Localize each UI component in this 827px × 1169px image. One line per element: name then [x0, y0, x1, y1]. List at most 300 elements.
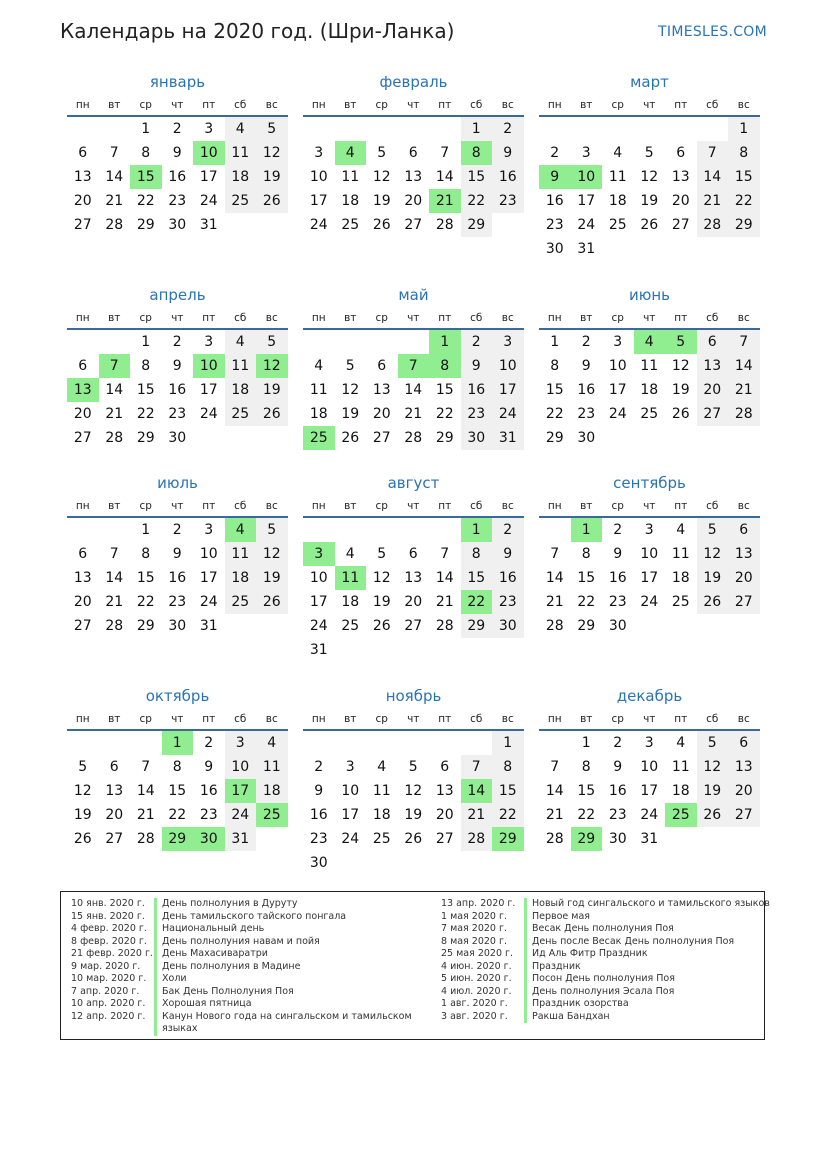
day-cell[interactable]: 21: [435, 594, 454, 610]
day-cell[interactable]: 5: [697, 518, 729, 542]
day-cell[interactable]: 25: [372, 831, 391, 847]
day-cell[interactable]: 13: [435, 783, 454, 799]
day-cell[interactable]: 23: [492, 590, 524, 614]
day-cell[interactable]: 16: [492, 165, 524, 189]
day-cell[interactable]: 15: [577, 783, 596, 799]
day-cell[interactable]: 30: [309, 855, 328, 871]
day-cell[interactable]: 12: [671, 358, 690, 374]
day-cell[interactable]: 27: [73, 217, 92, 233]
day-cell[interactable]: 14: [545, 783, 564, 799]
day-cell[interactable]: 24: [640, 807, 659, 823]
day-cell[interactable]: 14: [435, 169, 454, 185]
day-cell[interactable]: 9: [581, 358, 591, 374]
day-cell[interactable]: 23: [461, 402, 493, 426]
holiday-day-cell[interactable]: 10: [571, 165, 603, 189]
day-cell[interactable]: 8: [461, 542, 493, 566]
day-cell[interactable]: 11: [256, 755, 288, 779]
day-cell[interactable]: 27: [404, 618, 423, 634]
day-cell[interactable]: 20: [105, 807, 124, 823]
holiday-day-cell[interactable]: 25: [303, 426, 335, 450]
holiday-day-cell[interactable]: 29: [492, 827, 524, 851]
day-cell[interactable]: 19: [671, 382, 690, 398]
day-cell[interactable]: 19: [372, 193, 391, 209]
day-cell[interactable]: 29: [461, 213, 493, 237]
day-cell[interactable]: 6: [408, 546, 418, 562]
day-cell[interactable]: 18: [671, 783, 690, 799]
day-cell[interactable]: 17: [492, 378, 524, 402]
day-cell[interactable]: 26: [73, 831, 92, 847]
holiday-day-cell[interactable]: 8: [429, 354, 461, 378]
day-cell[interactable]: 11: [309, 382, 328, 398]
day-cell[interactable]: 4: [613, 145, 623, 161]
day-cell[interactable]: 28: [105, 217, 124, 233]
holiday-day-cell[interactable]: 21: [429, 189, 461, 213]
day-cell[interactable]: 18: [608, 193, 627, 209]
day-cell[interactable]: 27: [372, 430, 391, 446]
day-cell[interactable]: 22: [435, 406, 454, 422]
day-cell[interactable]: 7: [109, 546, 119, 562]
day-cell[interactable]: 16: [168, 382, 187, 398]
day-cell[interactable]: 3: [204, 522, 214, 538]
day-cell[interactable]: 27: [435, 831, 454, 847]
holiday-day-cell[interactable]: 29: [162, 827, 194, 851]
holiday-day-cell[interactable]: 11: [335, 566, 367, 590]
day-cell[interactable]: 15: [461, 165, 493, 189]
day-cell[interactable]: 25: [671, 594, 690, 610]
day-cell[interactable]: 16: [168, 169, 187, 185]
day-cell[interactable]: 21: [697, 189, 729, 213]
day-cell[interactable]: 7: [461, 755, 493, 779]
day-cell[interactable]: 11: [225, 141, 257, 165]
day-cell[interactable]: 22: [492, 803, 524, 827]
day-cell[interactable]: 4: [225, 330, 257, 354]
day-cell[interactable]: 8: [492, 755, 524, 779]
day-cell[interactable]: 30: [608, 831, 627, 847]
day-cell[interactable]: 1: [728, 117, 760, 141]
day-cell[interactable]: 31: [640, 831, 659, 847]
day-cell[interactable]: 12: [697, 542, 729, 566]
day-cell[interactable]: 19: [697, 779, 729, 803]
day-cell[interactable]: 17: [640, 783, 659, 799]
day-cell[interactable]: 24: [199, 594, 218, 610]
day-cell[interactable]: 28: [545, 831, 564, 847]
day-cell[interactable]: 31: [225, 827, 257, 851]
day-cell[interactable]: 19: [256, 566, 288, 590]
day-cell[interactable]: 14: [105, 382, 124, 398]
holiday-day-cell[interactable]: 7: [99, 354, 131, 378]
day-cell[interactable]: 14: [105, 169, 124, 185]
day-cell[interactable]: 25: [225, 590, 257, 614]
day-cell[interactable]: 26: [256, 590, 288, 614]
day-cell[interactable]: 15: [435, 382, 454, 398]
day-cell[interactable]: 5: [377, 145, 387, 161]
day-cell[interactable]: 8: [728, 141, 760, 165]
day-cell[interactable]: 21: [105, 193, 124, 209]
day-cell[interactable]: 12: [372, 570, 391, 586]
day-cell[interactable]: 16: [608, 570, 627, 586]
day-cell[interactable]: 27: [73, 618, 92, 634]
day-cell[interactable]: 10: [341, 783, 360, 799]
day-cell[interactable]: 30: [168, 217, 187, 233]
day-cell[interactable]: 2: [581, 334, 591, 350]
day-cell[interactable]: 24: [225, 803, 257, 827]
day-cell[interactable]: 6: [440, 759, 450, 775]
day-cell[interactable]: 25: [341, 217, 360, 233]
day-cell[interactable]: 21: [105, 406, 124, 422]
day-cell[interactable]: 25: [225, 402, 257, 426]
day-cell[interactable]: 18: [225, 378, 257, 402]
day-cell[interactable]: 23: [168, 406, 187, 422]
day-cell[interactable]: 7: [440, 145, 450, 161]
day-cell[interactable]: 3: [204, 334, 214, 350]
day-cell[interactable]: 13: [404, 570, 423, 586]
day-cell[interactable]: 9: [172, 358, 182, 374]
day-cell[interactable]: 1: [461, 117, 493, 141]
day-cell[interactable]: 28: [435, 618, 454, 634]
day-cell[interactable]: 1: [141, 334, 151, 350]
day-cell[interactable]: 9: [204, 759, 214, 775]
day-cell[interactable]: 1: [581, 735, 591, 751]
day-cell[interactable]: 3: [204, 121, 214, 137]
day-cell[interactable]: 22: [136, 406, 155, 422]
day-cell[interactable]: 17: [309, 193, 328, 209]
day-cell[interactable]: 22: [461, 189, 493, 213]
day-cell[interactable]: 7: [697, 141, 729, 165]
day-cell[interactable]: 19: [404, 807, 423, 823]
day-cell[interactable]: 20: [73, 594, 92, 610]
day-cell[interactable]: 12: [73, 783, 92, 799]
day-cell[interactable]: 6: [78, 546, 88, 562]
day-cell[interactable]: 8: [581, 546, 591, 562]
holiday-day-cell[interactable]: 10: [193, 141, 225, 165]
day-cell[interactable]: 3: [492, 330, 524, 354]
day-cell[interactable]: 3: [581, 145, 591, 161]
day-cell[interactable]: 26: [697, 590, 729, 614]
day-cell[interactable]: 9: [492, 141, 524, 165]
day-cell[interactable]: 19: [372, 594, 391, 610]
day-cell[interactable]: 17: [199, 169, 218, 185]
day-cell[interactable]: 25: [608, 217, 627, 233]
day-cell[interactable]: 28: [461, 827, 493, 851]
day-cell[interactable]: 20: [435, 807, 454, 823]
day-cell[interactable]: 19: [73, 807, 92, 823]
day-cell[interactable]: 14: [545, 570, 564, 586]
day-cell[interactable]: 20: [404, 193, 423, 209]
day-cell[interactable]: 3: [225, 731, 257, 755]
day-cell[interactable]: 5: [697, 731, 729, 755]
day-cell[interactable]: 15: [492, 779, 524, 803]
day-cell[interactable]: 31: [577, 241, 596, 257]
day-cell[interactable]: 12: [404, 783, 423, 799]
day-cell[interactable]: 11: [671, 546, 690, 562]
day-cell[interactable]: 18: [341, 193, 360, 209]
day-cell[interactable]: 26: [697, 803, 729, 827]
holiday-day-cell[interactable]: 5: [665, 330, 697, 354]
day-cell[interactable]: 10: [225, 755, 257, 779]
day-cell[interactable]: 23: [199, 807, 218, 823]
day-cell[interactable]: 14: [697, 165, 729, 189]
day-cell[interactable]: 20: [372, 406, 391, 422]
day-cell[interactable]: 11: [671, 759, 690, 775]
day-cell[interactable]: 6: [728, 518, 760, 542]
holiday-day-cell[interactable]: 12: [256, 354, 288, 378]
holiday-day-cell[interactable]: 1: [429, 330, 461, 354]
day-cell[interactable]: 15: [136, 570, 155, 586]
day-cell[interactable]: 28: [105, 618, 124, 634]
day-cell[interactable]: 12: [697, 755, 729, 779]
day-cell[interactable]: 14: [728, 354, 760, 378]
day-cell[interactable]: 12: [372, 169, 391, 185]
day-cell[interactable]: 10: [640, 546, 659, 562]
day-cell[interactable]: 26: [256, 402, 288, 426]
day-cell[interactable]: 11: [608, 169, 627, 185]
day-cell[interactable]: 24: [309, 217, 328, 233]
day-cell[interactable]: 26: [404, 831, 423, 847]
day-cell[interactable]: 13: [73, 570, 92, 586]
day-cell[interactable]: 24: [492, 402, 524, 426]
day-cell[interactable]: 19: [640, 193, 659, 209]
day-cell[interactable]: 6: [377, 358, 387, 374]
day-cell[interactable]: 18: [256, 779, 288, 803]
day-cell[interactable]: 13: [728, 755, 760, 779]
day-cell[interactable]: 18: [341, 594, 360, 610]
day-cell[interactable]: 30: [545, 241, 564, 257]
holiday-day-cell[interactable]: 29: [571, 827, 603, 851]
day-cell[interactable]: 5: [78, 759, 88, 775]
day-cell[interactable]: 22: [136, 193, 155, 209]
holiday-day-cell[interactable]: 25: [665, 803, 697, 827]
day-cell[interactable]: 21: [728, 378, 760, 402]
day-cell[interactable]: 27: [697, 402, 729, 426]
day-cell[interactable]: 6: [676, 145, 686, 161]
day-cell[interactable]: 4: [676, 522, 686, 538]
day-cell[interactable]: 13: [697, 354, 729, 378]
day-cell[interactable]: 30: [492, 614, 524, 638]
holiday-day-cell[interactable]: 4: [634, 330, 666, 354]
day-cell[interactable]: 5: [377, 546, 387, 562]
day-cell[interactable]: 31: [199, 618, 218, 634]
day-cell[interactable]: 17: [309, 594, 328, 610]
day-cell[interactable]: 26: [372, 217, 391, 233]
day-cell[interactable]: 29: [545, 430, 564, 446]
day-cell[interactable]: 11: [372, 783, 391, 799]
day-cell[interactable]: 17: [640, 570, 659, 586]
holiday-day-cell[interactable]: 3: [303, 542, 335, 566]
day-cell[interactable]: 29: [136, 430, 155, 446]
day-cell[interactable]: 29: [136, 618, 155, 634]
day-cell[interactable]: 9: [613, 759, 623, 775]
day-cell[interactable]: 30: [608, 618, 627, 634]
day-cell[interactable]: 27: [404, 217, 423, 233]
day-cell[interactable]: 11: [225, 542, 257, 566]
day-cell[interactable]: 29: [461, 614, 493, 638]
day-cell[interactable]: 18: [225, 566, 257, 590]
day-cell[interactable]: 18: [225, 165, 257, 189]
day-cell[interactable]: 16: [309, 807, 328, 823]
day-cell[interactable]: 24: [577, 217, 596, 233]
day-cell[interactable]: 28: [697, 213, 729, 237]
day-cell[interactable]: 20: [728, 566, 760, 590]
day-cell[interactable]: 27: [671, 217, 690, 233]
day-cell[interactable]: 12: [256, 141, 288, 165]
day-cell[interactable]: 22: [577, 807, 596, 823]
day-cell[interactable]: 24: [199, 193, 218, 209]
day-cell[interactable]: 15: [461, 566, 493, 590]
holiday-day-cell[interactable]: 9: [539, 165, 571, 189]
day-cell[interactable]: 2: [613, 735, 623, 751]
day-cell[interactable]: 23: [577, 406, 596, 422]
day-cell[interactable]: 28: [136, 831, 155, 847]
day-cell[interactable]: 10: [640, 759, 659, 775]
day-cell[interactable]: 17: [608, 382, 627, 398]
day-cell[interactable]: 8: [141, 358, 151, 374]
day-cell[interactable]: 9: [613, 546, 623, 562]
day-cell[interactable]: 23: [608, 594, 627, 610]
day-cell[interactable]: 8: [141, 145, 151, 161]
day-cell[interactable]: 2: [172, 121, 182, 137]
day-cell[interactable]: 27: [728, 590, 760, 614]
site-link[interactable]: TIMESLES.COM: [658, 24, 767, 40]
day-cell[interactable]: 6: [78, 145, 88, 161]
day-cell[interactable]: 21: [545, 594, 564, 610]
day-cell[interactable]: 24: [199, 406, 218, 422]
day-cell[interactable]: 19: [256, 378, 288, 402]
day-cell[interactable]: 9: [314, 783, 324, 799]
day-cell[interactable]: 2: [314, 759, 324, 775]
day-cell[interactable]: 20: [697, 378, 729, 402]
day-cell[interactable]: 8: [141, 546, 151, 562]
day-cell[interactable]: 30: [461, 426, 493, 450]
day-cell[interactable]: 22: [545, 406, 564, 422]
day-cell[interactable]: 9: [172, 145, 182, 161]
day-cell[interactable]: 4: [225, 117, 257, 141]
day-cell[interactable]: 21: [136, 807, 155, 823]
day-cell[interactable]: 1: [141, 522, 151, 538]
day-cell[interactable]: 12: [341, 382, 360, 398]
day-cell[interactable]: 26: [640, 217, 659, 233]
day-cell[interactable]: 10: [492, 354, 524, 378]
day-cell[interactable]: 22: [168, 807, 187, 823]
day-cell[interactable]: 16: [608, 783, 627, 799]
day-cell[interactable]: 23: [545, 217, 564, 233]
day-cell[interactable]: 13: [671, 169, 690, 185]
day-cell[interactable]: 28: [435, 217, 454, 233]
day-cell[interactable]: 15: [168, 783, 187, 799]
day-cell[interactable]: 3: [644, 522, 654, 538]
day-cell[interactable]: 1: [141, 121, 151, 137]
day-cell[interactable]: 24: [608, 406, 627, 422]
day-cell[interactable]: 23: [309, 831, 328, 847]
day-cell[interactable]: 7: [109, 145, 119, 161]
day-cell[interactable]: 2: [492, 117, 524, 141]
day-cell[interactable]: 7: [550, 759, 560, 775]
holiday-day-cell[interactable]: 10: [193, 354, 225, 378]
day-cell[interactable]: 30: [577, 430, 596, 446]
day-cell[interactable]: 2: [492, 518, 524, 542]
day-cell[interactable]: 20: [404, 594, 423, 610]
day-cell[interactable]: 6: [408, 145, 418, 161]
day-cell[interactable]: 7: [550, 546, 560, 562]
day-cell[interactable]: 8: [172, 759, 182, 775]
day-cell[interactable]: 14: [435, 570, 454, 586]
day-cell[interactable]: 19: [697, 566, 729, 590]
day-cell[interactable]: 16: [461, 378, 493, 402]
day-cell[interactable]: 29: [728, 213, 760, 237]
day-cell[interactable]: 29: [435, 430, 454, 446]
day-cell[interactable]: 18: [640, 382, 659, 398]
day-cell[interactable]: 2: [461, 330, 493, 354]
day-cell[interactable]: 18: [671, 570, 690, 586]
holiday-day-cell[interactable]: 13: [67, 378, 99, 402]
holiday-day-cell[interactable]: 1: [571, 518, 603, 542]
day-cell[interactable]: 29: [577, 618, 596, 634]
day-cell[interactable]: 26: [372, 618, 391, 634]
day-cell[interactable]: 13: [404, 169, 423, 185]
day-cell[interactable]: 5: [256, 330, 288, 354]
holiday-day-cell[interactable]: 1: [461, 518, 493, 542]
day-cell[interactable]: 20: [73, 193, 92, 209]
day-cell[interactable]: 4: [377, 759, 387, 775]
day-cell[interactable]: 16: [199, 783, 218, 799]
day-cell[interactable]: 23: [608, 807, 627, 823]
day-cell[interactable]: 8: [550, 358, 560, 374]
day-cell[interactable]: 2: [550, 145, 560, 161]
day-cell[interactable]: 4: [676, 735, 686, 751]
day-cell[interactable]: 5: [256, 117, 288, 141]
day-cell[interactable]: 28: [105, 430, 124, 446]
day-cell[interactable]: 7: [728, 330, 760, 354]
holiday-day-cell[interactable]: 14: [461, 779, 493, 803]
day-cell[interactable]: 15: [545, 382, 564, 398]
day-cell[interactable]: 13: [73, 169, 92, 185]
day-cell[interactable]: 30: [168, 618, 187, 634]
day-cell[interactable]: 27: [105, 831, 124, 847]
day-cell[interactable]: 15: [577, 570, 596, 586]
day-cell[interactable]: 2: [172, 522, 182, 538]
holiday-day-cell[interactable]: 4: [335, 141, 367, 165]
day-cell[interactable]: 23: [492, 189, 524, 213]
day-cell[interactable]: 21: [105, 594, 124, 610]
day-cell[interactable]: 15: [136, 382, 155, 398]
day-cell[interactable]: 18: [309, 406, 328, 422]
day-cell[interactable]: 9: [461, 354, 493, 378]
day-cell[interactable]: 6: [109, 759, 119, 775]
day-cell[interactable]: 31: [199, 217, 218, 233]
day-cell[interactable]: 17: [199, 570, 218, 586]
day-cell[interactable]: 21: [545, 807, 564, 823]
day-cell[interactable]: 22: [577, 594, 596, 610]
day-cell[interactable]: 20: [671, 193, 690, 209]
day-cell[interactable]: 28: [404, 430, 423, 446]
holiday-day-cell[interactable]: 25: [256, 803, 288, 827]
day-cell[interactable]: 19: [341, 406, 360, 422]
day-cell[interactable]: 7: [440, 546, 450, 562]
holiday-day-cell[interactable]: 30: [193, 827, 225, 851]
day-cell[interactable]: 11: [341, 169, 360, 185]
day-cell[interactable]: 10: [309, 169, 328, 185]
day-cell[interactable]: 26: [671, 406, 690, 422]
day-cell[interactable]: 2: [613, 522, 623, 538]
holiday-day-cell[interactable]: 22: [461, 590, 493, 614]
day-cell[interactable]: 21: [404, 406, 423, 422]
day-cell[interactable]: 29: [136, 217, 155, 233]
day-cell[interactable]: 14: [136, 783, 155, 799]
day-cell[interactable]: 6: [78, 358, 88, 374]
holiday-day-cell[interactable]: 8: [461, 141, 493, 165]
day-cell[interactable]: 5: [408, 759, 418, 775]
day-cell[interactable]: 14: [404, 382, 423, 398]
day-cell[interactable]: 4: [314, 358, 324, 374]
